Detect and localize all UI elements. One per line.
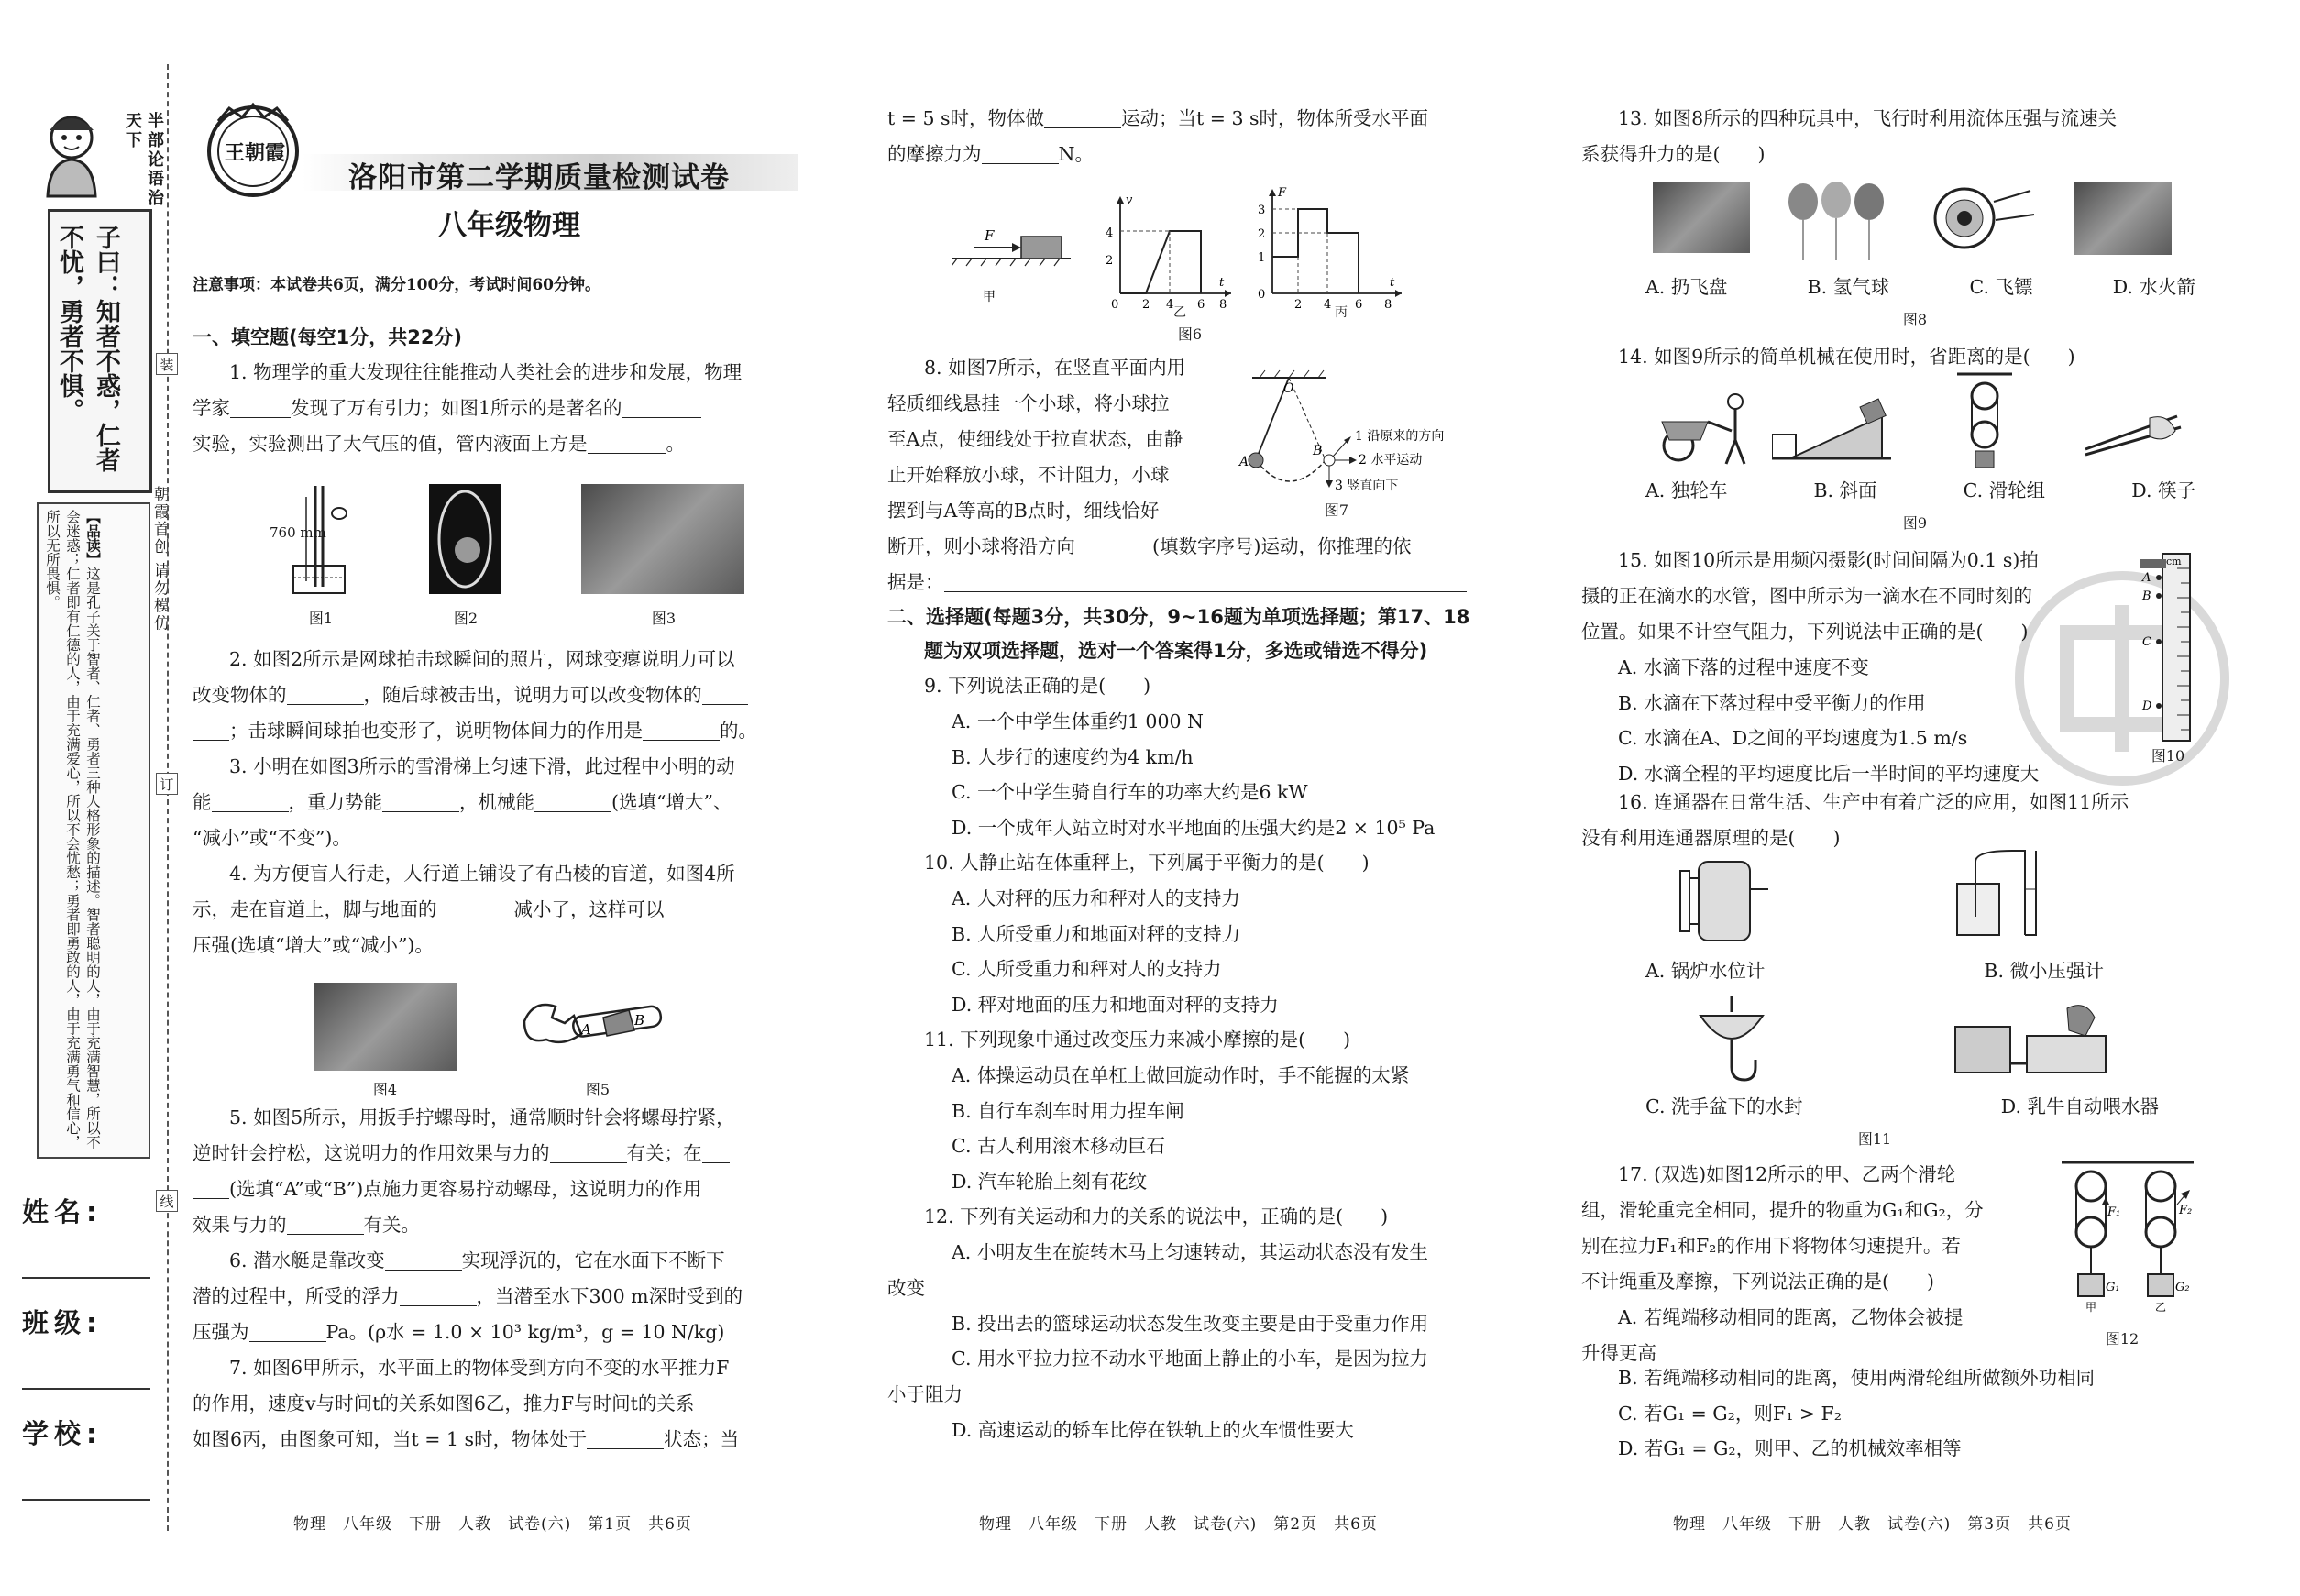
- quote-box: [48, 209, 152, 493]
- confucius-cartoon-icon: [28, 108, 119, 200]
- copyright-note: 朝霞首创 请勿模仿: [150, 486, 169, 633]
- q6-line-2: 潜的过程中，所受的浮力 ，当潜至水下300 m深时受到的: [193, 1285, 743, 1307]
- dart-board-figure: [1930, 183, 2040, 257]
- q5-line-4: 效果与力的 有关。: [193, 1214, 420, 1236]
- q12-stem: 12. 下列有关运动和力的关系的说法中，正确的是( ): [924, 1205, 1389, 1227]
- fig6-x2-tick-6: 6: [1355, 298, 1363, 312]
- column-1: [193, 0, 809, 1596]
- fig10-unit: cm: [2166, 556, 2182, 567]
- q4-line-1: 4. 为方便盲人行走，人行道上铺设了有凸棱的盲道，如图4所: [229, 863, 735, 885]
- fig6-v-tick-4: 4: [1106, 226, 1114, 240]
- q11-option-c[interactable]: C. 古人利用滚木移动巨石: [952, 1135, 1165, 1157]
- fig7-point-a: A: [1239, 455, 1249, 469]
- section-1-title: 一、填空题(每空1分，共22分): [193, 326, 463, 348]
- fig4-caption: 图4: [372, 1081, 398, 1098]
- q16-line-1: 16. 连通器在日常生活、生产中有着广泛的应用，如图11所示: [1618, 791, 2129, 813]
- q17-option-c[interactable]: C. 若G₁ = G₂，则F₁ > F₂: [1618, 1402, 1842, 1425]
- q7-continued: [887, 101, 1503, 172]
- q4-line-3: 压强(选填“增大”或“减小”)。: [193, 934, 434, 956]
- q6-blank-2[interactable]: [400, 1284, 477, 1306]
- reading-text: [39, 504, 106, 1157]
- wheelbarrow-figure: [1653, 385, 1754, 468]
- name-field[interactable]: [22, 1277, 150, 1279]
- q16-line-2: 没有利用连通器原理的是( ): [1581, 827, 1841, 849]
- q3-blank-3[interactable]: [534, 790, 611, 812]
- q16-option-a[interactable]: A. 锅炉水位计: [1645, 960, 1766, 982]
- fig6-F-tick-0: 0: [1258, 288, 1266, 302]
- footer-page-1: 物理 八年级 下册 人教 试卷(六) 第1页 共6页: [293, 1515, 692, 1534]
- column-3: [1581, 0, 2197, 1596]
- frisbee-photo: [1653, 182, 1750, 253]
- wrench-figure: [515, 994, 671, 1067]
- fig6-x2-tick-2: 2: [1294, 298, 1303, 312]
- section-1: [193, 321, 809, 462]
- fig12-f2-label: F₂: [2179, 1204, 2193, 1217]
- q8-line-2: 轻质细线悬挂一个小球，将小球拉: [887, 392, 1170, 414]
- dripping-ruler-figure: [2140, 550, 2195, 744]
- cut-line: [167, 64, 169, 1531]
- fig9-caption: 图9: [1902, 514, 1928, 532]
- q13-option-a[interactable]: A. 扔飞盘: [1645, 276, 1728, 298]
- q3-blank-2[interactable]: [382, 790, 459, 812]
- fig6-force-graph: [1250, 183, 1406, 319]
- q17-option-a-cont: 升得更高: [1581, 1341, 1656, 1364]
- reading-title: 【品读】: [84, 510, 102, 567]
- pulley-block-figure: [1948, 370, 2021, 471]
- fig6-F-axis-label: F: [1278, 186, 1287, 200]
- fig6-t-axis-label: t: [1219, 276, 1225, 290]
- fig5-point-a: A: [581, 1021, 591, 1038]
- q7-line-2: 的作用，速度v与时间t的关系如图6乙，推力F与时间t的关系: [193, 1392, 695, 1414]
- q14-option-c[interactable]: C. 滑轮组: [1963, 479, 2046, 501]
- fig6-F-tick-3: 3: [1258, 204, 1266, 217]
- q10-option-d[interactable]: D. 秤对地面的压力和地面对秤的支持力: [952, 993, 1279, 1016]
- q2-blank-1[interactable]: [287, 683, 364, 705]
- q17-line-1: 17. (双选)如图12所示的甲、乙两个滑轮: [1618, 1163, 1956, 1185]
- section-2-title-1: 二、选择题(每题3分，共30分，9~16题为单项选择题；第17、18: [887, 606, 1470, 628]
- q2-blank-2[interactable]: [702, 683, 748, 705]
- water-rocket-photo: [2074, 182, 2172, 255]
- q8-text: [887, 350, 1254, 529]
- fig12-g2-label: G₂: [2175, 1281, 2190, 1294]
- q12-option-a[interactable]: A. 小明友生在旋转木马上匀速转动，其运动状态没有发生: [952, 1241, 1428, 1263]
- fig10-point-b: B: [2142, 589, 2151, 603]
- q13-option-b[interactable]: B. 氢气球: [1807, 276, 1890, 298]
- chopsticks-figure: [2076, 403, 2186, 468]
- fig12-f1-label: F₁: [2107, 1205, 2121, 1219]
- fig12-yi-label: 乙: [2155, 1301, 2167, 1313]
- q10-option-a[interactable]: A. 人对秤的压力和秤对人的支持力: [952, 887, 1240, 909]
- q15-line-3: 位置。如果不计空气阻力，下列说法中正确的是( ): [1581, 621, 2029, 643]
- q1-line-3: 实验，实验测出了大气压的值，管内液面上方是 。: [193, 433, 685, 455]
- q12-option-b[interactable]: B. 投出去的篮球运动状态发生改变主要是由于受重力作用: [952, 1312, 1429, 1335]
- q16-option-c[interactable]: C. 洗手盆下的水封: [1645, 1095, 1803, 1117]
- fig6-t2-axis-label: t: [1390, 276, 1395, 290]
- exam-title: 洛阳市第二学期质量检测试卷: [348, 161, 730, 194]
- q4-line-2: 示，走在盲道上，脚与地面的 减小了，这样可以: [193, 892, 809, 928]
- class-label: 班级:: [22, 1307, 103, 1338]
- school-label: 学校:: [22, 1418, 103, 1449]
- q2-line-3: ；击球瞬间球拍也变形了，说明物体间力的作用是 的。: [193, 713, 809, 749]
- q13-line-2: 系获得升力的是( ): [1581, 143, 1766, 165]
- q11-stem: 11. 下列现象中通过改变压力来减小摩擦的是( ): [924, 1029, 1351, 1051]
- q7-line-3: 如图6丙，由图象可知，当t = 1 s时，物体处于 状态；当: [193, 1428, 740, 1450]
- q15-option-b[interactable]: B. 水滴在下落过程中受平衡力的作用: [1618, 691, 1926, 714]
- fig6-caption: 图6: [1177, 325, 1203, 343]
- snow-slide-photo: [581, 484, 744, 594]
- q9-option-d[interactable]: D. 一个成年人站立时对水平地面的压强大约是2 × 10⁵ Pa: [952, 816, 1436, 839]
- fig7-direction-3: 3 竖直向下: [1335, 479, 1399, 493]
- fig5-caption: 图5: [585, 1081, 611, 1098]
- fig8-caption: 图8: [1902, 311, 1928, 328]
- fig6-jia-label: 甲: [983, 290, 996, 303]
- q15-option-a[interactable]: A. 水滴下落的过程中速度不变: [1618, 656, 1869, 678]
- fig6-jia-diagram: [952, 211, 1071, 303]
- q11-option-d[interactable]: D. 汽车轮胎上刻有花纹: [952, 1170, 1148, 1193]
- q3-line-1: 3. 小明在如图3所示的雪滑梯上匀速下滑，此过程中小明的动: [229, 755, 735, 777]
- q17-options: [1581, 1360, 2197, 1467]
- q2-blank-3[interactable]: [643, 719, 720, 741]
- exam-notice: 注意事项：本试卷共6页，满分100分，考试时间60分钟。: [193, 276, 600, 294]
- fig7-caption: 图7: [1324, 501, 1349, 519]
- q1-blank-2[interactable]: [622, 396, 701, 418]
- q13-line-1: 13. 如图8所示的四种玩具中，飞行时利用流体压强与流速关: [1618, 107, 2118, 129]
- q9-option-a[interactable]: A. 一个中学生体重约1 000 N: [952, 710, 1204, 732]
- fig6-x-tick-8: 8: [1219, 298, 1227, 312]
- q13-option-c[interactable]: C. 飞镖: [1969, 276, 2033, 298]
- q12-option-c[interactable]: C. 用水平拉力拉不动水平地面上静止的小车，是因为拉力: [952, 1348, 1428, 1370]
- q6-blank-1[interactable]: [385, 1249, 462, 1271]
- q14-options: [1645, 475, 2195, 502]
- class-field[interactable]: [22, 1388, 150, 1390]
- fig7-direction-1: 1 沿原来的方向: [1355, 429, 1445, 444]
- q3-line-3: “减小”或“不变”)。: [193, 827, 351, 849]
- q13-options: [1645, 271, 2195, 299]
- q8-blank-1[interactable]: [1075, 534, 1152, 556]
- name-label: 姓名:: [22, 1196, 103, 1227]
- fig6-velocity-graph: [1098, 191, 1236, 319]
- fig6-v-axis-label: v: [1126, 193, 1133, 207]
- q12-option-c-cont: 小于阻力: [887, 1382, 963, 1405]
- q8-line-6: 断开，则小球将沿方向 (填数字序号)运动，你推理的依: [887, 535, 1412, 557]
- q15-option-c[interactable]: C. 水滴在A、D之间的平均速度为1.5 m/s: [1618, 727, 1968, 749]
- q9-stem: 9. 下列说法正确的是( ): [924, 675, 1151, 697]
- fig6-x-tick-2: 2: [1142, 298, 1150, 312]
- q3-line-2: 能 ，重力势能 ，机械能 (选填“增大”、: [193, 791, 732, 813]
- q3-blank-1[interactable]: [212, 790, 289, 812]
- q9-option-b[interactable]: B. 人步行的速度约为4 km/h: [952, 745, 1194, 768]
- pendulum-figure: [1234, 365, 1503, 502]
- q15-text: [1581, 543, 2131, 791]
- q17-line-4: 不计绳重及摩擦，下列说法正确的是( ): [1581, 1271, 1934, 1293]
- fig2-caption: 图2: [453, 610, 479, 627]
- fig7-direction-2: 2 水平运动: [1359, 453, 1423, 468]
- fig6-bing-label: 丙: [1335, 305, 1348, 320]
- q14-stem: 14. 如图9所示的简单机械在使用时，省距离的是( ): [1618, 346, 2075, 368]
- q8-line-5: 摆到与A等高的B点时，细线恰好: [887, 500, 1160, 522]
- q16-options-row-1: [1645, 955, 2159, 983]
- q7-blank-1[interactable]: [587, 1427, 664, 1449]
- q5-blank-2a[interactable]: [702, 1141, 730, 1163]
- fig10-caption: 图10: [2151, 747, 2185, 765]
- q11-option-b[interactable]: B. 自行车刹车时用力捏车闸: [952, 1099, 1184, 1122]
- q5-line-3: (选填“A”或“B”)点施力更容易拧动螺母，这说明力的作用: [193, 1172, 809, 1207]
- q5-blank-3[interactable]: [287, 1213, 364, 1235]
- school-field[interactable]: [22, 1499, 150, 1501]
- q2-q4: [193, 642, 809, 963]
- q7-line-1: 7. 如图6甲所示，水平面上的物体受到方向不变的水平推力F: [229, 1357, 730, 1379]
- q5-line-2: 逆时针会拧松，这说明力的作用效果与力的 有关；在: [193, 1136, 809, 1172]
- q17-option-d[interactable]: D. 若G₁ = G₂，则甲、乙的机械效率相等: [1618, 1437, 1962, 1459]
- fig6-x-tick-6: 6: [1197, 298, 1205, 312]
- q8-blank-2[interactable]: [944, 570, 1467, 592]
- cattle-feeder-figure: [1948, 990, 2113, 1082]
- fig10-point-a: A: [2142, 571, 2151, 585]
- q16-option-d[interactable]: D. 乳牛自动喂水器: [2000, 1095, 2159, 1117]
- q16-options-row-2: [1645, 1091, 2159, 1118]
- fig6-x-tick-0: 0: [1111, 298, 1119, 312]
- fig6-yi-label: 乙: [1173, 305, 1186, 320]
- q12-option-a-cont: 改变: [887, 1276, 925, 1299]
- q10-option-b[interactable]: B. 人所受重力和地面对秤的支持力: [952, 922, 1241, 945]
- column-2: [887, 0, 1503, 1596]
- q12-option-d[interactable]: D. 高速运动的轿车比停在铁轨上的火车惯性要大: [952, 1418, 1354, 1441]
- binding-sidebar: [0, 0, 179, 1596]
- q13-option-d[interactable]: D. 水火箭: [2112, 276, 2195, 298]
- q1-blank-1[interactable]: [230, 396, 291, 418]
- tennis-racket-photo: [429, 484, 501, 594]
- boiler-gauge-figure: [1673, 853, 1774, 944]
- fig1-label: 760 mm: [270, 524, 326, 541]
- q4-blank-2[interactable]: [665, 897, 742, 919]
- q17-line-2: 组，滑轮重完全相同，提升的物重为G₁和G₂，分: [1581, 1199, 1984, 1221]
- cut-mark-3: 线: [156, 1190, 178, 1212]
- fig7-point-o: O: [1283, 381, 1294, 396]
- q6-blank-3[interactable]: [249, 1320, 326, 1342]
- q2-line-2: 改变物体的 ，随后球被击出，说明力可以改变物体的: [193, 677, 809, 713]
- footer-page-2: 物理 八年级 下册 人教 试卷(六) 第2页 共6页: [979, 1515, 1378, 1534]
- q7-blank-3[interactable]: [982, 142, 1059, 164]
- q17-option-b[interactable]: B. 若绳端移动相同的距离，使用两滑轮组所做额外功相同: [1618, 1367, 2096, 1389]
- q4-blank-1[interactable]: [437, 897, 514, 919]
- pressure-gauge-figure: [1948, 843, 2058, 944]
- student-info: [22, 1192, 150, 1501]
- q17-line-3: 别在拉力F₁和F₂的作用下将物体匀速提升。若: [1581, 1235, 1961, 1257]
- exam-subject: 八年级物理: [438, 209, 580, 242]
- q8-to-q12: [887, 529, 1503, 1447]
- fig6-x-tick-4: 4: [1166, 298, 1174, 312]
- q6-line-1: 6. 潜水艇是靠改变 实现浮沉的，它在水面下不断下: [229, 1249, 725, 1271]
- fig10-point-d: D: [2142, 699, 2152, 713]
- q15-line-1: 15. 如图10所示是用频闪摄影(时间间隔为0.1 s)拍: [1618, 549, 2039, 571]
- q13-text: [1581, 101, 2197, 172]
- ramp-figure: [1772, 394, 1891, 468]
- fig3-caption: 图3: [651, 610, 677, 627]
- q1-line-1: 1. 物理学的重大发现往往能推动人类社会的进步和发展，物理: [229, 361, 743, 383]
- q8-line-4: 止开始释放小球，不计阻力，小球: [887, 464, 1170, 486]
- q8-line-3: 至A点，使细线处于拉直状态，由静: [887, 428, 1183, 450]
- q9-option-c[interactable]: C. 一个中学生骑自行车的功率大约是6 kW: [952, 781, 1308, 803]
- fig6-F-tick-2: 2: [1258, 227, 1266, 241]
- fig6-v-tick-2: 2: [1106, 254, 1114, 268]
- balloons-figure: [1783, 180, 1893, 262]
- q14-option-a[interactable]: A. 独轮车: [1645, 479, 1728, 501]
- cut-mark-1: 装: [156, 353, 178, 375]
- q5-blank-2[interactable]: [193, 1177, 229, 1199]
- fig7-point-b: B: [1313, 444, 1323, 458]
- q7-blank-2[interactable]: [1044, 106, 1121, 128]
- q11-option-a[interactable]: A. 体操运动员在单杠上做回旋动作时，手不能握的太紧: [952, 1064, 1410, 1086]
- fig6-F-tick-1: 1: [1258, 251, 1266, 265]
- blind-path-photo: [314, 983, 457, 1071]
- q16-option-b[interactable]: B. 微小压强计: [1984, 960, 2104, 982]
- q17-option-a[interactable]: A. 若绳端移动相同的距离，乙物体会被提: [1618, 1306, 1964, 1328]
- pulley-systems-figure: [2058, 1157, 2197, 1313]
- fig12-g1-label: G₁: [2106, 1281, 2120, 1294]
- section-2-title-2: 题为双项选择题，选对一个答案得1分，多选或错选不得分): [924, 640, 1428, 662]
- q10-stem: 10. 人静止站在体重秤上，下列属于平衡力的是( ): [924, 852, 1370, 874]
- reading-box: [37, 502, 150, 1159]
- sink-trap-figure: [1691, 988, 1774, 1089]
- fig1-caption: 图1: [308, 610, 334, 627]
- q1-line-2: 学家 发现了万有引力；如图1所示的是著名的: [193, 391, 809, 426]
- fig6-x2-tick-8: 8: [1384, 298, 1392, 312]
- fig6-x2-tick-4: 4: [1324, 298, 1332, 312]
- q5-q7: [193, 1100, 809, 1458]
- fig6-force-label: F: [985, 227, 995, 244]
- fig12-jia-label: 甲: [2085, 1301, 2097, 1313]
- q15-line-2: 摄的正在滴水的水管，图中所示为一滴水在不同时刻的: [1581, 585, 2032, 607]
- confucius-quote: 子曰：知者不惑，仁者不忧，勇者不惧。: [55, 225, 120, 472]
- q8-line-7: 据是：: [887, 565, 1503, 600]
- cut-mark-2: 订: [156, 773, 178, 795]
- q10-option-c[interactable]: C. 人所受重力和秤对人的支持力: [952, 958, 1222, 980]
- fig12-caption: 图12: [2105, 1330, 2140, 1348]
- reading-body: 这是孔子关于智者、仁者、勇者三种人格形象的描述。智者聪明的人，由于充满智慧，所以不会迷惑；仁者即有仁德的人，由于充满爱心，所以不会忧愁；勇者即勇敢的人，由于充满勇气和信心，所以无所畏惧。: [44, 510, 101, 1150]
- q15-option-d[interactable]: D. 水滴全程的平均速度比后一半时间的平均速度大: [1618, 762, 2040, 785]
- footer-page-3: 物理 八年级 下册 人教 试卷(六) 第3页 共6页: [1673, 1515, 2072, 1534]
- fig10-point-c: C: [2142, 635, 2151, 649]
- q14-option-b[interactable]: B. 斜面: [1813, 479, 1877, 501]
- fig11-caption: 图11: [1857, 1130, 1892, 1148]
- publisher-logo-text: 王朝霞: [224, 141, 285, 165]
- q7-line-4: t = 5 s时，物体做 运动；当t = 3 s时，物体所受水平面: [887, 107, 1429, 129]
- q5-line-1: 5. 如图5所示，用扳手拧螺母时，通常顺时针会将螺母拧紧，: [229, 1106, 735, 1128]
- fig5-point-b: B: [634, 1012, 645, 1029]
- series-title: 半部论语治天下: [123, 112, 164, 208]
- q5-blank-1[interactable]: [550, 1141, 627, 1163]
- q6-line-3: 压强为 Pa。(ρ水 = 1.0 × 10³ kg/m³，g = 10 N/kg): [193, 1321, 725, 1343]
- q17-text: [1581, 1157, 2058, 1371]
- q2-line-1: 2. 如图2所示是网球拍击球瞬间的照片，网球变瘪说明力可以: [229, 648, 735, 670]
- q14-option-d[interactable]: D. 筷子: [2131, 479, 2195, 501]
- q8-line-1: 8. 如图7所示，在竖直平面内用: [924, 357, 1186, 379]
- q7-line-5: 的摩擦力为 N。: [887, 143, 1094, 165]
- q1-blank-3[interactable]: [588, 432, 666, 454]
- q16-text: [1581, 785, 2197, 856]
